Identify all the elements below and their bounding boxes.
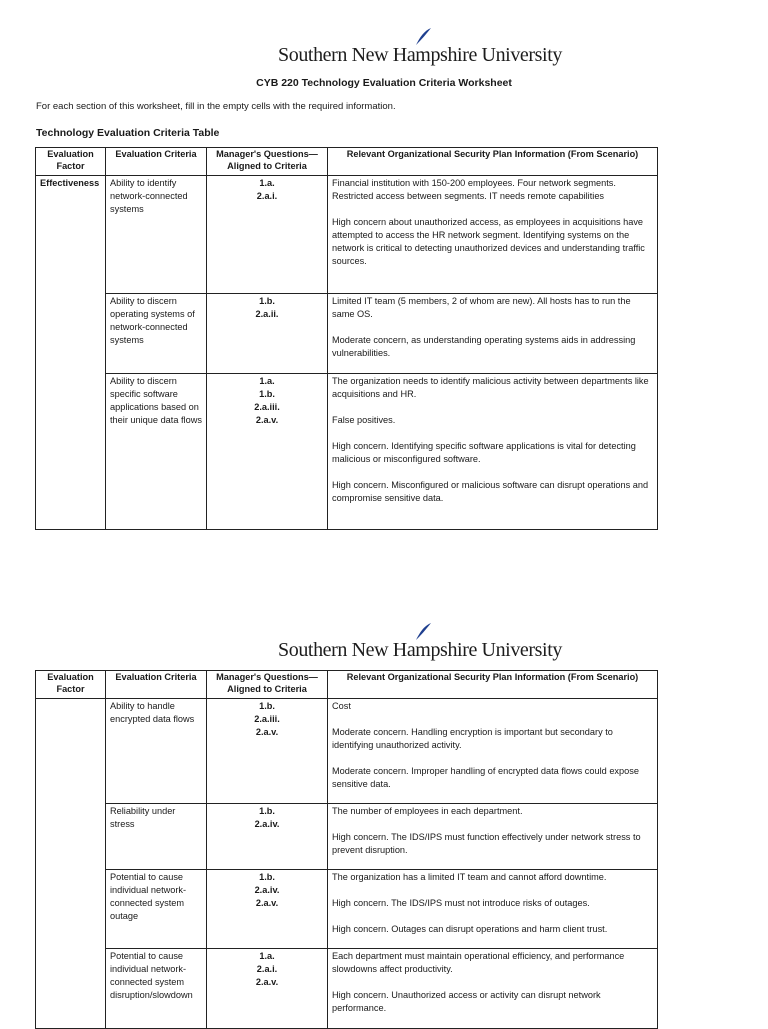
criteria-cell: Potential to cause individual network-connected system outage xyxy=(106,870,207,949)
question-ref: 2.a.i. xyxy=(256,964,278,974)
question-ref: 2.a.i. xyxy=(256,191,278,201)
table-header-row xyxy=(36,671,658,699)
criteria-cell: Ability to discern operating systems of network-connected systems xyxy=(106,294,207,374)
info-paragraph: The organization has a limited IT team and cannot afford downtime. xyxy=(332,872,607,882)
question-ref: 1.a. xyxy=(259,376,275,386)
criteria-cell: Reliability under stress xyxy=(106,804,207,870)
info-paragraph: The organization needs to identify malicious activity between departments like acquisitions and HR. xyxy=(332,376,649,399)
info-paragraph: High concern. The IDS/IPS must not introduce risks of outages. xyxy=(332,898,590,908)
question-ref: 2.a.iv. xyxy=(254,819,280,829)
question-ref: 1.b. xyxy=(259,806,275,816)
question-ref: 2.a.v. xyxy=(255,898,279,908)
header-questions: Manager's Questions—Aligned to Criteria xyxy=(207,671,328,699)
info-cell xyxy=(328,949,658,1029)
question-ref: 2.a.v. xyxy=(255,415,279,425)
table-row xyxy=(36,294,658,374)
questions-cell xyxy=(207,374,328,530)
criteria-cell: Potential to cause individual network-connected system disruption/slowdown xyxy=(106,949,207,1029)
info-paragraph: Limited IT team (5 members, 2 of whom are new). All hosts has to run the same OS. xyxy=(332,296,631,319)
logo-text: Southern New Hampshire University xyxy=(278,44,562,66)
info-paragraph: Financial institution with 150-200 employees. Four network segments. Restricted access between segments. IT needs remote capabilities xyxy=(332,178,616,201)
question-ref: 2.a.iii. xyxy=(254,402,280,412)
question-ref: 1.b. xyxy=(259,701,275,711)
info-paragraph: High concern about unauthorized access, as employees in acquisitions have attempted to access the HR network segment. Identifying systems on the network is critical to detecting unauthorized devices and understanding traffic sources. xyxy=(332,217,645,266)
info-cell xyxy=(328,294,658,374)
info-paragraph: Moderate concern. Handling encryption is important but secondary to identifying unauthorized activity. xyxy=(332,727,613,750)
table-row xyxy=(36,176,658,294)
info-paragraph: The number of employees in each department. xyxy=(332,806,523,816)
table-header-row xyxy=(36,148,658,176)
question-ref: 2.a.iv. xyxy=(254,885,280,895)
header-criteria: Evaluation Criteria xyxy=(106,671,207,699)
questions-cell xyxy=(207,176,328,294)
info-cell xyxy=(328,374,658,530)
question-ref: 2.a.v. xyxy=(255,727,279,737)
info-paragraph: False positives. xyxy=(332,415,396,425)
info-paragraph: High concern. Unauthorized access or activity can disrupt network performance. xyxy=(332,990,601,1013)
table-heading: Technology Evaluation Criteria Table xyxy=(36,127,220,139)
info-paragraph: Each department must maintain operational efficiency, and performance slowdowns affect productivity. xyxy=(332,951,625,974)
question-ref: 1.b. xyxy=(259,296,275,306)
info-cell xyxy=(328,176,658,294)
quill-icon xyxy=(414,622,432,642)
questions-cell xyxy=(207,949,328,1029)
info-paragraph: High concern. Outages can disrupt operations and harm client trust. xyxy=(332,924,608,934)
table-row xyxy=(36,949,658,1029)
university-logo xyxy=(278,628,562,661)
info-cell xyxy=(328,699,658,804)
questions-cell xyxy=(207,699,328,804)
info-paragraph: Cost xyxy=(332,701,351,711)
criteria-cell: Ability to discern specific software applications based on their unique data flows xyxy=(106,374,207,530)
header-info: Relevant Organizational Security Plan Information (From Scenario) xyxy=(328,148,658,176)
header-info: Relevant Organizational Security Plan Information (From Scenario) xyxy=(328,671,658,699)
table-row xyxy=(36,804,658,870)
questions-cell xyxy=(207,804,328,870)
criteria-table-page-1 xyxy=(35,147,658,530)
info-paragraph: High concern. Misconfigured or malicious software can disrupt operations and compromise sensitive data. xyxy=(332,480,649,503)
criteria-cell: Ability to identify network-connected systems xyxy=(106,176,207,294)
header-questions: Manager's Questions—Aligned to Criteria xyxy=(207,148,328,176)
info-cell xyxy=(328,870,658,949)
questions-cell xyxy=(207,294,328,374)
criteria-table-page-2 xyxy=(35,670,658,1029)
criteria-cell: Ability to handle encrypted data flows xyxy=(106,699,207,804)
document-title: CYB 220 Technology Evaluation Criteria Worksheet xyxy=(256,77,512,89)
question-ref: 2.a.v. xyxy=(255,977,279,987)
quill-icon xyxy=(414,27,432,47)
instructions-text: For each section of this worksheet, fill in the empty cells with the required information. xyxy=(36,101,396,112)
question-ref: 1.a. xyxy=(259,178,275,188)
header-factor: Evaluation Factor xyxy=(36,671,106,699)
info-paragraph: Moderate concern. Improper handling of encrypted data flows could expose sensitive data. xyxy=(332,766,639,789)
info-paragraph: High concern. The IDS/IPS must function effectively under network stress to prevent disruption. xyxy=(332,832,641,855)
info-paragraph: High concern. Identifying specific software applications is vital for detecting malicious or misconfigured software. xyxy=(332,441,636,464)
question-ref: 2.a.iii. xyxy=(254,714,280,724)
question-ref: 2.a.ii. xyxy=(255,309,279,319)
factor-cell xyxy=(36,699,106,1029)
info-cell xyxy=(328,804,658,870)
university-logo xyxy=(278,33,562,66)
logo-text: Southern New Hampshire University xyxy=(278,639,562,661)
question-ref: 1.b. xyxy=(259,872,275,882)
table-row xyxy=(36,699,658,804)
table-row xyxy=(36,870,658,949)
info-paragraph: Moderate concern, as understanding operating systems aids in addressing vulnerabilities. xyxy=(332,335,636,358)
question-ref: 1.a. xyxy=(259,951,275,961)
header-factor: Evaluation Factor xyxy=(36,148,106,176)
header-criteria: Evaluation Criteria xyxy=(106,148,207,176)
factor-cell: Effectiveness xyxy=(36,176,106,530)
question-ref: 1.b. xyxy=(259,389,275,399)
questions-cell xyxy=(207,870,328,949)
table-row xyxy=(36,374,658,530)
